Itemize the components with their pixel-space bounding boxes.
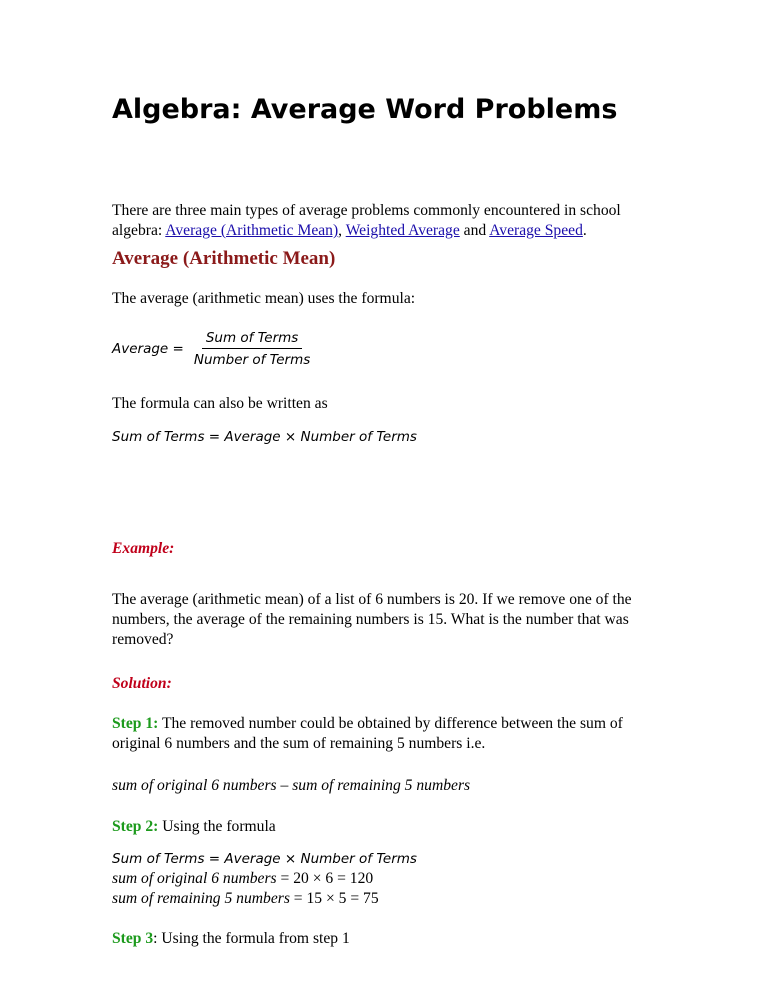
solution-label-line bbox=[112, 674, 672, 694]
step3-text: : Using the formula from step 1 bbox=[153, 930, 350, 947]
formula-alt-intro: The formula can also be written as bbox=[112, 395, 328, 412]
solution-label: Solution: bbox=[112, 675, 172, 692]
step1-paragraph bbox=[112, 714, 672, 754]
step3-label: Step 3 bbox=[112, 930, 154, 947]
formula-intro: The average (arithmetic mean) uses the formula: bbox=[112, 290, 416, 307]
sum-formula: Sum of Terms = Average × Number of Terms bbox=[112, 429, 417, 445]
calc-line-2 bbox=[112, 889, 672, 909]
link-weighted-average[interactable]: Weighted Average bbox=[345, 222, 460, 239]
step1-label: Step 1: bbox=[112, 715, 159, 732]
intro-separator: and bbox=[459, 222, 490, 239]
link-average-speed[interactable]: Average Speed bbox=[489, 222, 583, 239]
formula-numerator: Sum of Terms bbox=[202, 330, 303, 349]
intro-paragraph bbox=[112, 201, 672, 241]
step2-label: Step 2: bbox=[112, 818, 159, 835]
step3-paragraph bbox=[112, 929, 672, 949]
step2-paragraph bbox=[112, 817, 672, 837]
page-title: Algebra: Average Word Problems bbox=[112, 94, 618, 125]
link-arithmetic-mean[interactable]: Average (Arithmetic Mean) bbox=[165, 222, 339, 239]
calc2-label: sum of remaining 5 numbers bbox=[112, 890, 290, 907]
formula-denominator: Number of Terms bbox=[193, 352, 311, 368]
calc2-value: = 15 × 5 = 75 bbox=[289, 890, 379, 907]
intro-period: . bbox=[582, 222, 587, 239]
formula-fraction bbox=[190, 330, 314, 368]
section-heading: Average (Arithmetic Mean) bbox=[112, 248, 336, 269]
intro-separator: , bbox=[338, 222, 346, 239]
step1-expression: sum of original 6 numbers – sum of remaining 5 numbers bbox=[112, 777, 471, 794]
average-formula bbox=[112, 330, 314, 368]
calc1-label: sum of original 6 numbers bbox=[112, 870, 277, 887]
example-text: The average (arithmetic mean) of a list of 6 numbers is 20. If we remove one of the numbers, the average of the remaining numbers is 15. What is the number that was removed? bbox=[112, 591, 632, 648]
example-label: Example: bbox=[112, 540, 175, 557]
step2-text: Using the formula bbox=[158, 818, 276, 835]
calc1-value: = 20 × 6 = 120 bbox=[276, 870, 374, 887]
example-label-line bbox=[112, 539, 672, 559]
sum-formula-repeat: Sum of Terms = Average × Number of Terms bbox=[112, 851, 417, 867]
step1-text: The removed number could be obtained by difference between the sum of original 6 numbers and the sum of remaining 5 numbers i.e. bbox=[112, 715, 623, 752]
formula-lhs: Average = bbox=[112, 341, 184, 357]
calc-line-1 bbox=[112, 869, 672, 889]
intro-text: There are three main types of average problems commonly encountered in school algebra: bbox=[112, 202, 621, 239]
